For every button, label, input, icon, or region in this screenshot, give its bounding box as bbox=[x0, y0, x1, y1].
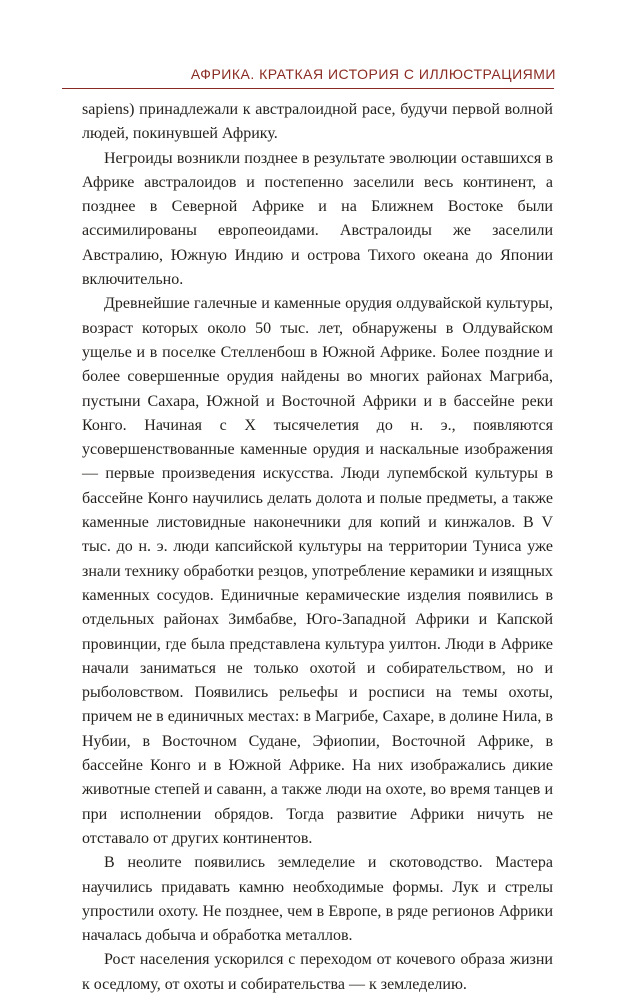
running-header: АФРИКА. КРАТКАЯ ИСТОРИЯ С ИЛЛЮСТРАЦИЯМИ bbox=[190, 66, 556, 82]
paragraph-neolithic: В неолите появились земледелие и скотоводство. Мастера научились придавать камню необходимые формы. Лук и стрелы упростили охоту. Не позднее, чем в Европе, в ряде регионов Африки началась добыча и обработка металлов. bbox=[82, 854, 553, 945]
paragraph-population-growth: Рост населения ускорился с переходом от кочевого образа жизни к оседлому, от охоты и собирательства — к земледелию. bbox=[82, 951, 553, 993]
paragraph-oldowan-tools: Древнейшие галечные и каменные орудия олдувайской культуры, возраст которых около 50 тыс. лет, обнаружены в Олдувайском ущелье и в поселке Стелленбош в Южной Африке. Более поздние и более совершенные орудия найдены во многих районах Магриба, пустыни Сахара, Южной и Восточной Африки и в бассейне реки Конго. Начиная с X тысячелетия до н. э., появляются усовершенствованные каменные орудия и наскальные изображения — первые произведения искусства. Люди лупембской культуры в бассейне Конго научились делать долота и полые предметы, а также каменные листовидные наконечники для копий и кинжалов. В V тыс. до н. э. люди капсийской культуры на территории Туниса уже знали технику обработки резцов, употребление керамики и изящных каменных сосудов. Единичные керамические изделия появились в отдельных районах Зимбабве, Юго-Западной Африки и Капской провинции, где была представлена культура уилтон. Люди в Африке начали заниматься не только охотой и собирательством, но и рыболовством. Появились рельефы и росписи на темы охоты, причем не в единичных местах: в Магрибе, Сахаре, в долине Нила, в Нубии, в Восточном Судане, Эфиопии, Восточной Африке, в бассейне Конго и в Южной Африке. На них изображались дикие животные степей и саванн, а также люди на охоте, во время танцев и при исполнении обрядов. Тогда развитие Африки ничуть не отставало от других континентов. bbox=[82, 295, 553, 847]
paragraph-continued: sapiens) принадлежали к австралоидной расе, будучи первой волной людей, покинувшей Африку. bbox=[82, 101, 553, 143]
paragraph-negroids: Негроиды возникли позднее в результате эволюции оставшихся в Африке австралоидов и постепенно заселили весь континент, а позднее в Северной Африке и на Ближнем Востоке были ассимилированы европеоидами. Австралоиды же заселили Австралию, Южную Индию и острова Тихого океана до Японии включительно. bbox=[82, 149, 553, 289]
header-rule bbox=[62, 88, 554, 89]
body-text bbox=[82, 98, 553, 997]
